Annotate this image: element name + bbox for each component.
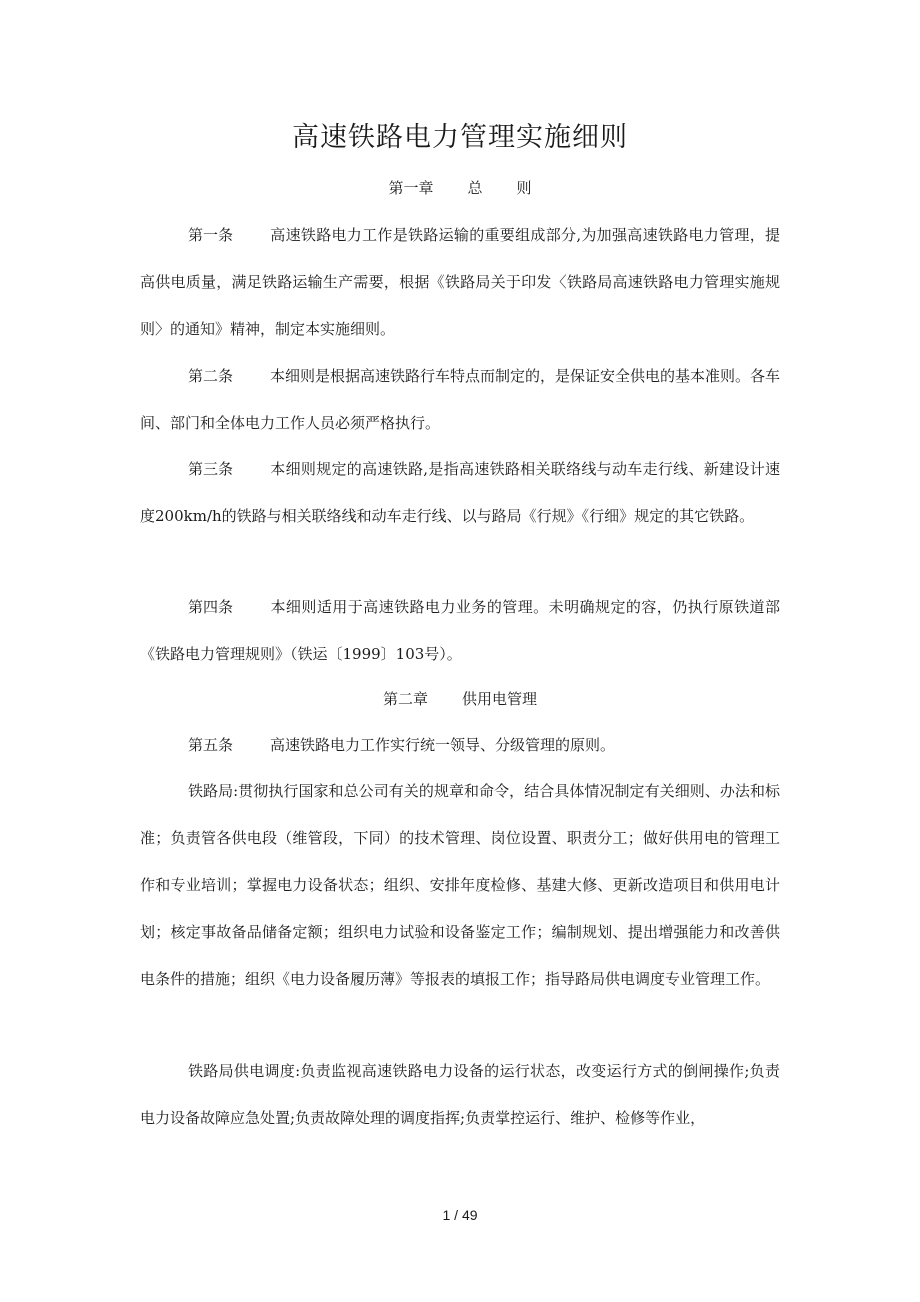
article-text: 本细则是根据高速铁路行车特点而制定的，是保证安全供电的基本准则。各车间、部门和全体电力工作人员必须严格执行。	[140, 367, 781, 432]
chapter-name: 供用电管理	[462, 690, 538, 708]
article-3	[140, 446, 780, 540]
article-text: 高速铁路电力工作实行统一领导、分级管理的原则。	[270, 736, 616, 754]
chapter-name-part1: 总	[467, 179, 483, 197]
article-2	[140, 353, 780, 447]
chapter-name-part2: 则	[516, 179, 532, 197]
article-text: 本细则适用于高速铁路电力业务的管理。未明确规定的容，仍执行原铁道部《铁路电力管理规则》（铁运〔1999〕103号）。	[140, 598, 780, 663]
paragraph-railway-bureau: 铁路局:贯彻执行国家和总公司有关的规章和命令，结合具体情况制定有关细则、办法和标准；负责管各供电段（维管段，下同）的技术管理、岗位设置、职责分工；做好供用电的管理工作和专业培训；掌握电力设备状态；组织、安排年度检修、基建大修、更新改造项目和供用电计划；核定事故备品储备定额；组织电力试验和设备鉴定工作；编制规划、提出增强能力和改善供电条件的措施；组织《电力设备履历薄》等报表的填报工作；指导路局供电调度专业管理工作。	[140, 782, 780, 988]
article-label: 第四条	[188, 598, 234, 616]
article-text: 本细则规定的高速铁路,是指高速铁路相关联络线与动车走行线、新建设计速度200km/h的铁路与相关联络线和动车走行线、以与路局《行规》《行细》规定的其它铁路。	[140, 460, 780, 525]
article-label: 第二条	[188, 367, 234, 385]
chapter-label: 第二章	[382, 690, 428, 708]
chapter-label: 第一章	[388, 179, 434, 197]
article-text: 高速铁路电力工作是铁路运输的重要组成部分,为加强高速铁路电力管理，提高供电质量，满足铁路运输生产需要，根据《铁路局关于印发〈铁路局高速铁路电力管理实施规则〉的通知》精神，制定本实施细则。	[140, 226, 780, 338]
article-label: 第三条	[188, 460, 234, 478]
article-4	[140, 584, 780, 678]
article-5	[140, 722, 780, 769]
page-number: 1 / 49	[442, 1207, 478, 1223]
chapter-heading-1	[0, 176, 920, 200]
article-label: 第一条	[188, 226, 234, 244]
document-title: 高速铁路电力管理实施细则	[292, 122, 628, 153]
paragraph-power-dispatch: 铁路局供电调度:负责监视高速铁路电力设备的运行状态，改变运行方式的倒闸操作;负责电力设备故障应急处置;负责故障处理的调度指挥;负责掌控运行、维护、检修等作业，	[140, 1062, 780, 1127]
article-1	[140, 212, 780, 353]
article-label: 第五条	[188, 736, 234, 754]
chapter-heading-2	[0, 687, 920, 711]
